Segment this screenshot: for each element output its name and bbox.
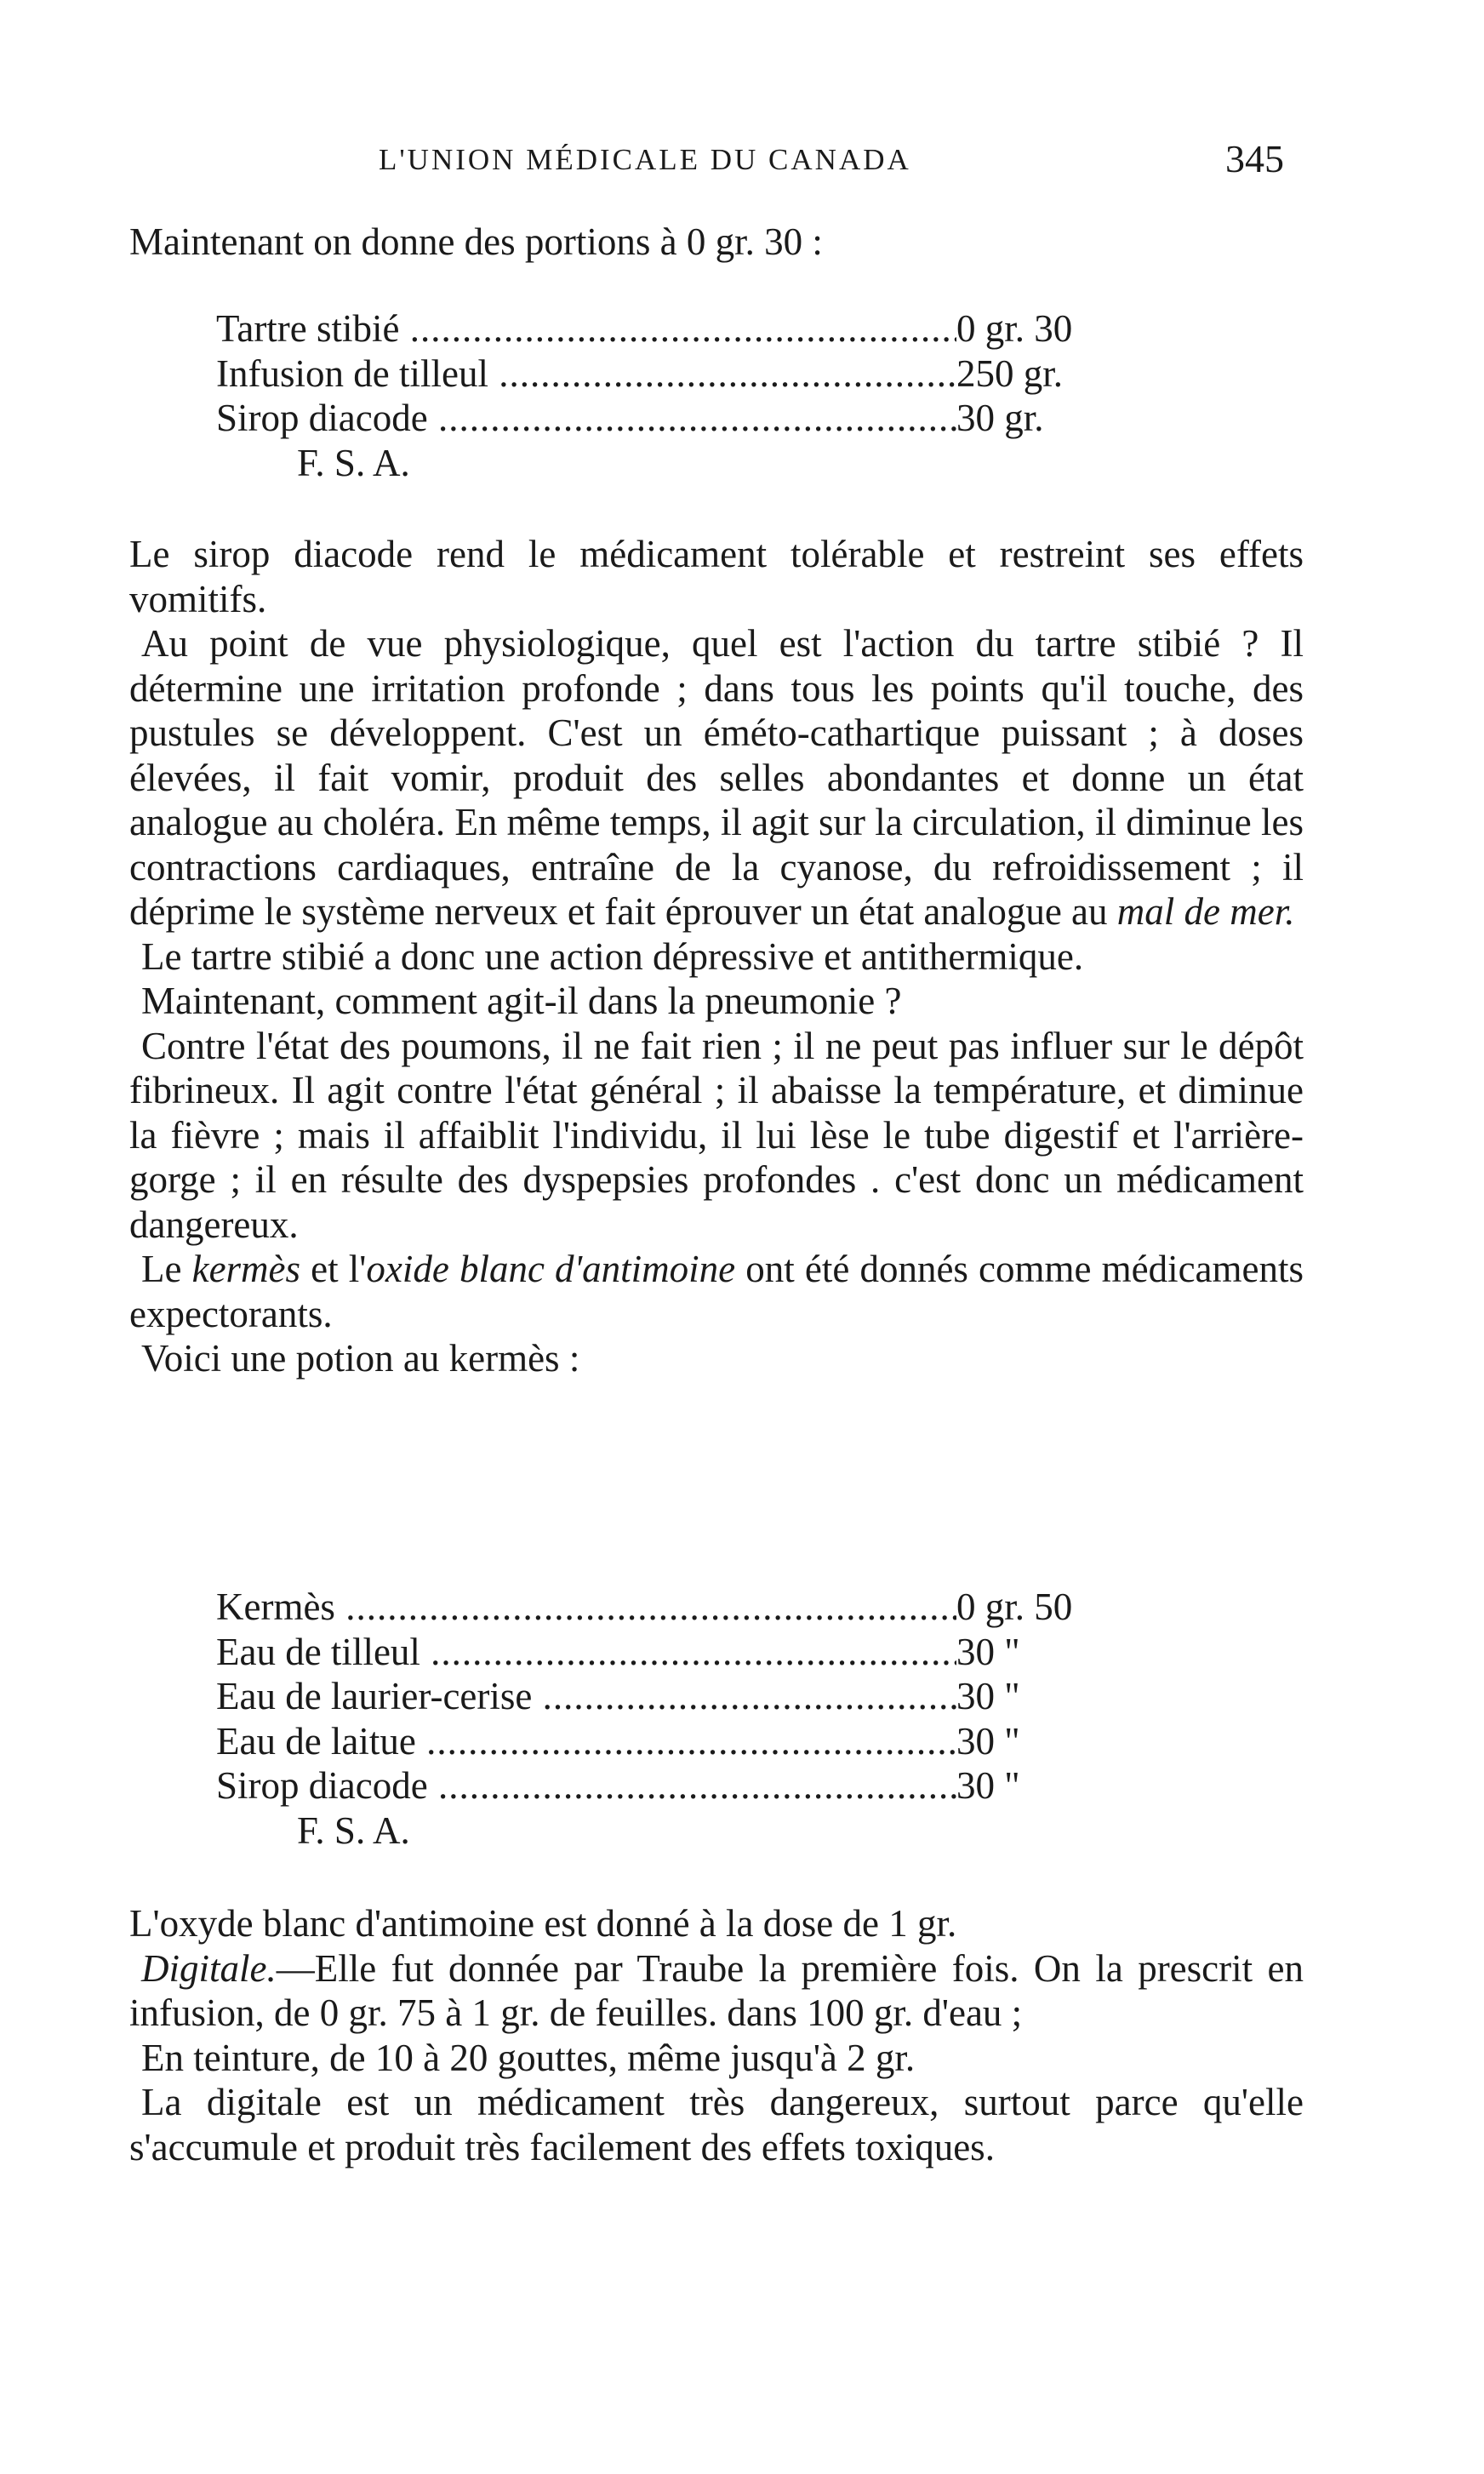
recipe-row — [216, 1719, 1178, 1764]
ingredient-name: Eau de laurier-cerise ..... — [216, 1674, 956, 1719]
intro-line: Maintenant on donne des portions à 0 gr. 30 : — [129, 220, 823, 263]
ingredient-dose: 30 gr. — [956, 397, 1044, 439]
paragraph-oxyde: L'oxyde blanc d'antimoine est donné à la dose de 1 gr. — [129, 1902, 957, 1945]
ingredient-dose: 0 gr. 30 — [956, 307, 1073, 350]
ingredient-name: Sirop diacode ..... — [216, 1763, 956, 1808]
recipe-row — [216, 1674, 1178, 1719]
mal-de-mer-text: mal de mer. — [1116, 890, 1295, 933]
paragraph-teinture: En teinture, de 10 à 20 gouttes, même jusqu'à 2 gr. — [141, 2036, 916, 2079]
intro-block — [129, 220, 1304, 265]
oxide-term: oxide blanc d'antimoine — [366, 1248, 736, 1290]
kermes-term: kermès — [191, 1248, 301, 1290]
ingredient-dose: 30 " — [956, 1675, 1020, 1717]
kermes-after: ont été donnés comme médicaments expectorants. — [129, 1248, 1304, 1335]
paragraph-danger: La digitale est un médicament très dangereux, surtout parce qu'elle s'accumule et produit très facilement des effets toxiques. — [129, 2081, 1304, 2168]
paragraph-poumons: Contre l'état des poumons, il ne fait rien ; il ne peut pas influer sur le dépôt fibrineux. Il agit contre l'état général ; il abaisse la température, et diminue la fièvre ; mais il affaiblit l'individu, il lui lèse le tube digestif et l'arrière-gorge ; il en résulte des dyspepsies profondes . c'est donc un médicament dangereux. — [129, 1024, 1304, 1246]
kermes-middle: et l' — [311, 1248, 367, 1290]
ingredient-name: Kermès ..... — [216, 1585, 956, 1630]
ingredient-dose: 30 " — [956, 1630, 1020, 1673]
paragraph-physiologie — [129, 621, 1304, 934]
digitale-heading: Digitale. — [141, 1946, 277, 1990]
ingredient-dose: 250 gr. — [956, 351, 1064, 395]
ingredient-name: Sirop diacode ..... — [216, 396, 956, 441]
paragraph-digitale — [129, 1946, 1304, 2036]
ingredient-dose: 30 " — [956, 1719, 1020, 1763]
recipe-row — [216, 1763, 1178, 1808]
potion-intro: Voici une potion au kermès : — [141, 1337, 580, 1380]
ingredient-dose: 0 gr. 50 — [956, 1586, 1073, 1628]
kermes-before: Le — [141, 1248, 182, 1290]
recipe-row — [216, 396, 1178, 441]
recipe-fsa: F. S. A. — [297, 441, 410, 484]
recipe-row — [216, 351, 1178, 397]
paragraph-physiologie-text: Au point de vue physiologique, quel est l'action du tartre stibié ? Il détermine une irritation profonde ; dans tous les points qu'il touche, des pustules se développent. C'est un éméto-cathartique puissant ; à doses élevées, il fait vomir, produit des selles abondantes et donne un état analogue au choléra. En même temps, il agit sur la circulation, il diminue les contractions cardiaques, entraîne de la cyanose, du refroidissement ; il déprime le système nerveux et fait éprouver un état analogue au — [129, 622, 1304, 933]
recipe-row — [216, 306, 1178, 351]
ingredient-dose: 30 " — [956, 1764, 1020, 1807]
body-section-1 — [129, 532, 1304, 1381]
recipe-tartre — [216, 306, 1178, 485]
ingredient-name: Tartre stibié ..... — [216, 306, 956, 351]
ingredient-name: Eau de laitue ..... — [216, 1719, 956, 1764]
body-section-2 — [129, 1901, 1304, 2169]
running-title: L'UNION MÉDICALE DU CANADA — [379, 143, 911, 176]
paragraph-kermes — [129, 1247, 1304, 1336]
paragraph-sirop: Le sirop diacode rend le médicament tolérable et restreint ses effets vomitifs. — [129, 533, 1304, 620]
digitale-text: —Elle fut donnée par Traube la première fois. On la prescrit en infusion, de 0 gr. 75 à 1 gr. de feuilles. dans 100 gr. d'eau ; — [129, 1946, 1304, 2034]
recipe-kermes — [216, 1585, 1178, 1853]
recipe-row — [216, 1585, 1178, 1630]
ingredient-name: Infusion de tilleul ..... — [216, 351, 956, 397]
paragraph-antithermique: Le tartre stibié a donc une action dépressive et antithermique. — [141, 934, 1084, 978]
recipe-row — [216, 1630, 1178, 1675]
ingredient-name: Eau de tilleul ..... — [216, 1630, 956, 1675]
paragraph-question: Maintenant, comment agit-il dans la pneumonie ? — [141, 980, 902, 1022]
page-number: 345 — [1225, 137, 1284, 180]
recipe-fsa: F. S. A. — [297, 1808, 410, 1852]
